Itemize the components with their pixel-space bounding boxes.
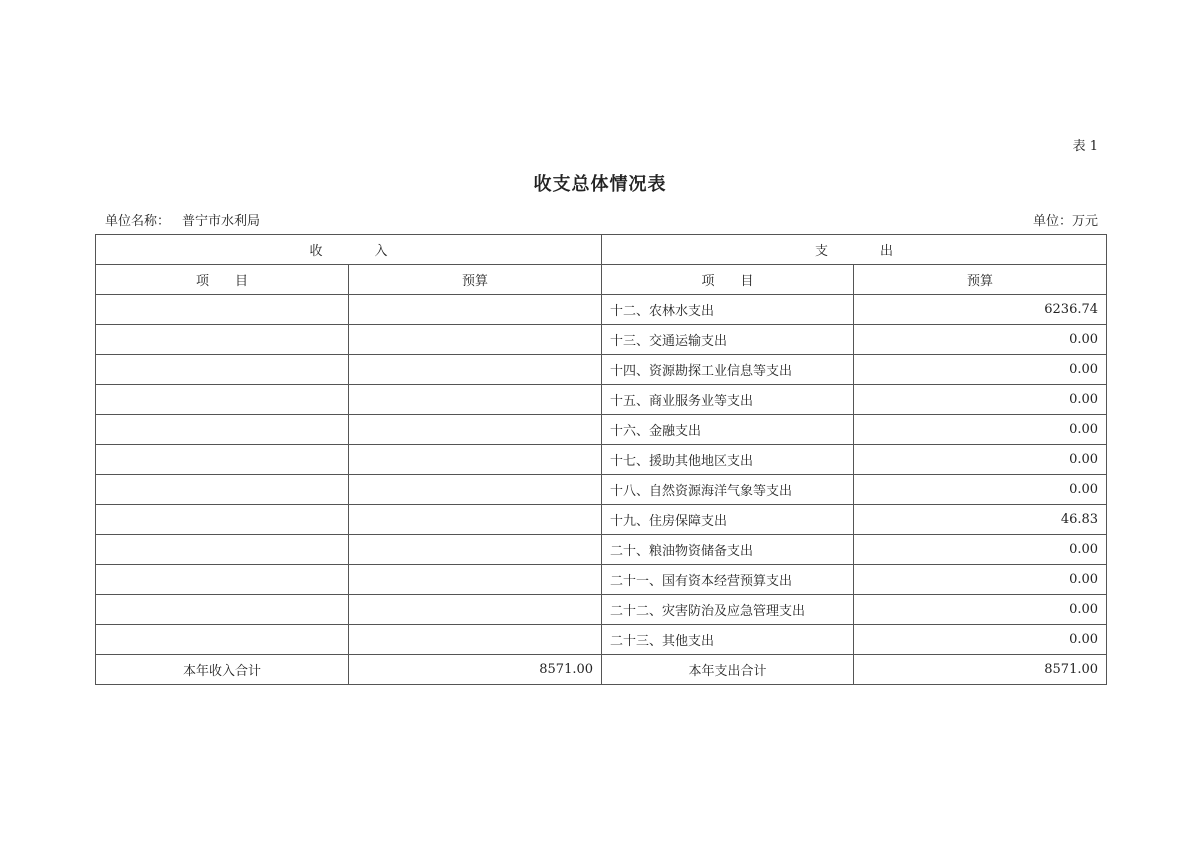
income-item-cell	[96, 565, 349, 595]
expense-item-cell: 十四、资源勘探工业信息等支出	[602, 355, 854, 385]
table-row	[96, 445, 1107, 475]
income-budget-cell	[349, 445, 602, 475]
income-total-label: 本年收入合计	[96, 655, 349, 685]
expense-budget-cell: 46.83	[854, 505, 1107, 535]
table-row	[96, 325, 1107, 355]
table-body	[96, 235, 1107, 685]
expense-item-cell: 十三、交通运输支出	[602, 325, 854, 355]
expense-budget-cell: 0.00	[854, 385, 1107, 415]
income-budget-cell	[349, 505, 602, 535]
income-budget-cell	[349, 565, 602, 595]
page-title: 收支总体情况表	[533, 174, 667, 195]
income-budget-cell	[349, 415, 602, 445]
income-item-cell	[96, 535, 349, 565]
expense-budget-cell: 0.00	[854, 595, 1107, 625]
income-header: 收 入	[96, 235, 602, 265]
totals-row	[96, 655, 1107, 685]
column-header-row	[96, 265, 1107, 295]
expense-item-cell: 十九、住房保障支出	[602, 505, 854, 535]
income-item-cell	[96, 385, 349, 415]
table-number: 表 1	[1072, 139, 1098, 154]
income-budget-cell	[349, 625, 602, 655]
income-item-cell	[96, 295, 349, 325]
table-row	[96, 415, 1107, 445]
income-item-header: 项 目	[96, 265, 349, 295]
expense-item-cell: 二十二、灾害防治及应急管理支出	[602, 595, 854, 625]
income-budget-cell	[349, 475, 602, 505]
expense-budget-cell: 0.00	[854, 625, 1107, 655]
income-item-cell	[96, 415, 349, 445]
expense-item-cell: 二十一、国有资本经营预算支出	[602, 565, 854, 595]
income-budget-cell	[349, 535, 602, 565]
income-budget-cell	[349, 295, 602, 325]
table-row	[96, 385, 1107, 415]
table-row	[96, 505, 1107, 535]
expense-header: 支 出	[602, 235, 1107, 265]
income-budget-cell	[349, 385, 602, 415]
table-row	[96, 355, 1107, 385]
table-row	[96, 295, 1107, 325]
expense-total-label: 本年支出合计	[602, 655, 854, 685]
expense-item-cell: 十八、自然资源海洋气象等支出	[602, 475, 854, 505]
income-budget-header: 预算	[349, 265, 602, 295]
income-budget-cell	[349, 595, 602, 625]
expense-item-cell: 十六、金融支出	[602, 415, 854, 445]
expense-item-cell: 十五、商业服务业等支出	[602, 385, 854, 415]
table-row	[96, 595, 1107, 625]
income-item-cell	[96, 625, 349, 655]
section-header-row	[96, 235, 1107, 265]
income-item-cell	[96, 355, 349, 385]
unit-label: 单位：万元	[1032, 214, 1098, 229]
expense-total-value: 8571.00	[854, 655, 1107, 685]
income-budget-cell	[349, 355, 602, 385]
expense-budget-cell: 0.00	[854, 415, 1107, 445]
unit-name-line	[105, 210, 260, 229]
expense-budget-cell: 0.00	[854, 475, 1107, 505]
income-item-cell	[96, 475, 349, 505]
expense-item-cell: 十二、农林水支出	[602, 295, 854, 325]
income-item-cell	[96, 325, 349, 355]
table-row	[96, 535, 1107, 565]
income-item-cell	[96, 595, 349, 625]
expense-budget-cell: 0.00	[854, 325, 1107, 355]
budget-table	[95, 234, 1107, 685]
income-budget-cell	[349, 325, 602, 355]
table-row	[96, 625, 1107, 655]
unit-name-value: 普宁市水利局	[182, 214, 261, 229]
income-total-value: 8571.00	[349, 655, 602, 685]
expense-item-cell: 二十、粮油物资储备支出	[602, 535, 854, 565]
income-item-cell	[96, 505, 349, 535]
expense-budget-header: 预算	[854, 265, 1107, 295]
expense-budget-cell: 6236.74	[854, 295, 1107, 325]
table-row	[96, 565, 1107, 595]
table-row	[96, 475, 1107, 505]
income-item-cell	[96, 445, 349, 475]
expense-item-cell: 二十三、其他支出	[602, 625, 854, 655]
expense-item-header: 项 目	[602, 265, 854, 295]
expense-budget-cell: 0.00	[854, 535, 1107, 565]
unit-name-label: 单位名称：	[105, 214, 171, 229]
expense-budget-cell: 0.00	[854, 355, 1107, 385]
expense-item-cell: 十七、援助其他地区支出	[602, 445, 854, 475]
expense-budget-cell: 0.00	[854, 445, 1107, 475]
expense-budget-cell: 0.00	[854, 565, 1107, 595]
